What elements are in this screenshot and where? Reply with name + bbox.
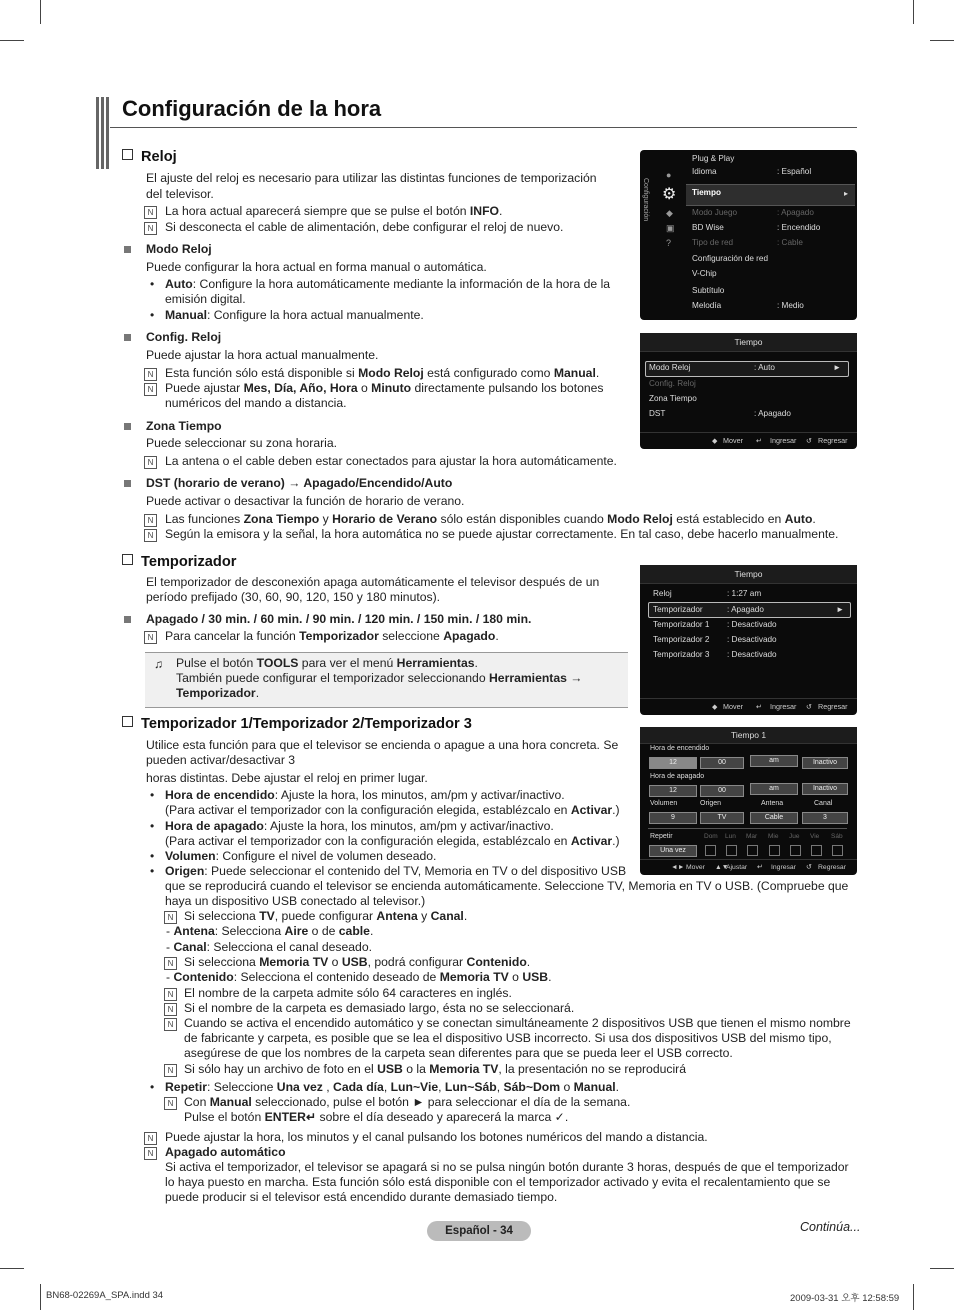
note-icon: N	[144, 368, 157, 381]
enter-icon: ↵	[756, 436, 763, 445]
tip-line-1: Pulse el botón TOOLS para ver el menú Herramientas.	[176, 656, 478, 670]
menu-item-temporizador[interactable]: Temporizador	[653, 605, 703, 614]
menu-item-dst[interactable]: DST	[649, 409, 666, 418]
melodia-value: : Medio	[777, 301, 804, 310]
enter-icon: ↵	[756, 702, 763, 711]
side-label: Configuración	[642, 178, 649, 222]
menu-item-v-chip[interactable]: V-Chip	[692, 269, 717, 278]
dst-desc: Puede activar o desactivar la función de horario de verano.	[146, 494, 465, 508]
return-icon: ↺	[806, 436, 813, 445]
config-note-2-cont: numéricos del mando a distancia.	[165, 396, 347, 410]
reloj-intro-1: El ajuste del reloj es necesario para utilizar las distintas funciones de temporización	[146, 171, 597, 185]
bullet-icon: •	[150, 788, 155, 802]
zona-note: La antena o el cable deben estar conectados para ajustar la hora automáticamente.	[165, 454, 617, 468]
move-icon: ◄►	[671, 864, 685, 871]
apagado-auto-heading: Apagado automático	[165, 1145, 286, 1159]
on-state-field[interactable]: Inactivo	[802, 757, 848, 769]
config-reloj-heading: Config. Reloj	[146, 330, 222, 344]
tv-screen-tiempo	[640, 333, 857, 449]
origen-label: Origen	[700, 800, 722, 807]
day-mie-label: Mie	[768, 833, 779, 840]
square-bullet-icon	[124, 616, 131, 623]
day-jue-label: Jue	[789, 833, 800, 840]
day-lun-checkbox[interactable]	[726, 845, 737, 856]
day-lun-label: Lun	[725, 833, 736, 840]
day-mie-checkbox[interactable]	[769, 845, 780, 856]
input-icon: ▣	[666, 223, 675, 233]
section-temporizador-heading: Temporizador	[122, 554, 236, 570]
square-bullet-icon	[124, 423, 131, 430]
return-icon: ↺	[806, 702, 813, 711]
temporizador-value: : Apagado	[727, 605, 764, 614]
antena-field[interactable]: Cable	[750, 812, 798, 824]
modo-reloj-heading: Modo Reloj	[146, 242, 212, 256]
square-bullet-icon	[124, 246, 131, 253]
note-icon: N	[144, 222, 157, 235]
section-reloj-heading: Reloj	[122, 149, 177, 165]
temp123-desc-2: pueden activar/desactivar 3	[146, 753, 296, 767]
antena-sub: - Antena: Selecciona Aire o de cable.	[166, 924, 374, 938]
adjust-icon: ▲▼	[715, 864, 729, 871]
hint-ajustar: Ajustar	[726, 864, 748, 871]
manual-note-1: Con Manual seleccionado, pulse el botón ► para seleccionar el día de la semana.	[184, 1095, 631, 1109]
menu-item-plug-play[interactable]: Plug & Play	[692, 154, 735, 163]
enter-icon: ↵	[305, 1110, 317, 1124]
page-title: Configuración de la hora	[122, 96, 382, 121]
tv-note: Si selecciona TV, puede configurar Antena y Canal.	[184, 909, 468, 923]
origen-field[interactable]: TV	[700, 812, 744, 824]
dst-heading: DST (horario de verano) → Apagado/Encendido/Auto	[146, 476, 453, 490]
origen-desc-3: haya un dispositivo USB conectado al televisor.)	[165, 894, 426, 908]
dst-note-2: Según la emisora y la señal, la hora automática no se puede ajustar correctamente. En tal caso, debe hacerlo manualmente.	[165, 527, 839, 541]
canal-sub: - Canal: Selecciona el canal deseado.	[166, 940, 372, 954]
zona-tiempo-desc: Puede seleccionar su zona horaria.	[146, 436, 338, 450]
config-note-1: Esta función sólo está disponible si Modo Reloj está configurado como Manual.	[165, 366, 600, 380]
temp123-desc-3: horas distintas. Debe ajustar el reloj en primer lugar.	[146, 771, 428, 785]
screen-footer	[640, 698, 857, 715]
apagado-auto-1: Si activa el temporizador, el televisor se apagará si no se pulsa ningún botón durante 3 horas, después de que el temporizador	[165, 1160, 849, 1174]
file-name: BN68-02269A_SPA.indd 34	[46, 1290, 164, 1301]
dst-value: : Apagado	[754, 409, 791, 418]
note-icon: N	[144, 456, 157, 469]
temporizador-desc-1: El temporizador de desconexión apaga automáticamente el televisor después de un	[146, 575, 600, 589]
temporizador-desc-2: período prefijado (30, 60, 90, 120, 150 y 180 minutos).	[146, 590, 441, 604]
bullet-icon: •	[150, 1080, 155, 1094]
check-icon: ✓	[554, 1110, 565, 1124]
hint-regresar: Regresar	[818, 436, 848, 445]
usb-note-1: Cuando se activa el encendido automático y se conectan simultáneamente 2 dispositivos USB que tienen el mismo nombre	[184, 1016, 851, 1030]
square-bullet-icon	[124, 480, 131, 487]
volumen-desc: Volumen: Configure el nivel de volumen deseado.	[165, 849, 437, 863]
canal-label: Canal	[814, 800, 833, 807]
on-ampm-field[interactable]: am	[750, 755, 798, 767]
continua-label: Continúa...	[800, 1220, 861, 1234]
antena-label: Antena	[761, 800, 784, 807]
enter-icon: ↵	[757, 864, 763, 871]
manual-desc: Manual: Configure la hora actual manualmente.	[165, 308, 424, 322]
hint-ingresar: Ingresar	[770, 702, 797, 711]
reloj-note-2: Si desconecta el cable de alimentación, debe configurar el reloj de nuevo.	[165, 220, 564, 234]
menu-item-temporizador-1[interactable]: Temporizador 1	[653, 620, 710, 629]
note-icon: N	[164, 988, 177, 1001]
note-icon: N	[164, 1018, 177, 1031]
arrow-right-icon: ►	[836, 605, 845, 614]
volumen-field[interactable]: 9	[649, 812, 697, 824]
arrow-right-icon: ▸	[844, 189, 849, 198]
bullet-icon: •	[150, 819, 155, 833]
bullet-icon: •	[150, 864, 155, 878]
note-icon: N	[144, 1132, 157, 1145]
day-sab-label: Sáb	[831, 833, 843, 840]
hint-ingresar: Ingresar	[771, 864, 796, 871]
off-hour-field[interactable]: 12	[649, 785, 697, 797]
day-dom-label: Dom	[704, 833, 718, 840]
note-icon: N	[164, 957, 177, 970]
temporizador-note: Para cancelar la función Temporizador seleccione Apagado.	[165, 629, 499, 643]
reloj-value: : 1:27 am	[727, 589, 762, 598]
menu-item-reloj[interactable]: Reloj	[653, 589, 672, 598]
screen-footer	[640, 432, 857, 449]
menu-item-subtitulo[interactable]: Subtítulo	[692, 286, 725, 295]
screen-title: Tiempo	[640, 565, 857, 584]
note-icon: N	[144, 529, 157, 542]
config-note-2: Puede ajustar Mes, Día, Año, Hora o Minuto directamente pulsando los botones	[165, 381, 604, 395]
move-icon: ◆	[712, 702, 718, 711]
picture-icon: ●	[666, 170, 672, 180]
config-reloj-desc: Puede ajustar la hora actual manualmente.	[146, 348, 379, 362]
memoria-note: Si selecciona Memoria TV o USB, podrá configurar Contenido.	[184, 955, 531, 969]
modo-juego-value: : Apagado	[777, 208, 814, 217]
note-icon: N	[144, 631, 157, 644]
day-dom-checkbox[interactable]	[705, 845, 716, 856]
day-sab-checkbox[interactable]	[832, 845, 843, 856]
menu-item-tiempo[interactable]: Tiempo	[692, 188, 721, 197]
reloj-intro-2: del televisor.	[146, 187, 214, 201]
off-state-field[interactable]: Inactivo	[802, 783, 848, 795]
tip-line-2: También puede configurar el temporizador seleccionando Herramientas →	[176, 671, 583, 685]
note-icon: N	[144, 383, 157, 396]
help-icon: ?	[666, 238, 672, 248]
hint-ingresar: Ingresar	[770, 436, 797, 445]
temporizador-1-value: : Desactivado	[727, 620, 777, 629]
sound-icon: ◆	[666, 208, 673, 218]
repetir-field[interactable]: Una vez	[649, 845, 697, 857]
idioma-value: : Español	[777, 167, 812, 176]
bullet-icon: •	[150, 277, 155, 291]
repetir-desc: Repetir: Seleccione Una vez , Cada día, Lun~Vie, Lun~Sáb, Sáb~Dom o Manual.	[165, 1080, 620, 1094]
temporizador-3-value: : Desactivado	[727, 650, 777, 659]
bullet-icon: •	[150, 849, 155, 863]
page-number-badge: Español - 34	[427, 1221, 531, 1241]
day-vie-label: Vie	[810, 833, 820, 840]
menu-item-config-red[interactable]: Configuración de red	[692, 254, 769, 263]
menu-item-melodia[interactable]: Melodía	[692, 301, 722, 310]
dst-note-1: Las funciones Zona Tiempo y Horario de Verano sólo están disponibles cuando Modo Reloj está establecido en Auto.	[165, 512, 816, 526]
day-jue-checkbox[interactable]	[790, 845, 801, 856]
tv-screen-tiempo-1	[640, 727, 857, 875]
note-icon: N	[164, 1064, 177, 1077]
menu-item-temporizador-3[interactable]: Temporizador 3	[653, 650, 710, 659]
apagado-auto-3: puede producir si el televisor está encendido durante demasiado tiempo.	[165, 1190, 558, 1204]
menu-item-bd-wise[interactable]: BD Wise	[692, 223, 724, 232]
note-icon: N	[144, 206, 157, 219]
section-temp123-heading: Temporizador 1/Temporizador 2/Temporizador 3	[122, 716, 472, 732]
menu-item-tipo-red[interactable]: Tipo de red	[692, 238, 734, 247]
screen-title: Tiempo 1	[640, 727, 857, 744]
origen-desc-2: que se reproducirá cuando el televisor se encienda automáticamente. Seleccione TV, Memoria en TV o USB. (Compruebe que	[165, 879, 849, 893]
hint-mover: Mover	[723, 436, 743, 445]
hora-apagado-sub: (Para activar el temporizador con la configuración elegida, establézcalo en Activar.)	[165, 834, 620, 848]
numeric-note: Puede ajustar la hora, los minutos y el canal pulsando los botones numéricos del mando a distancia.	[165, 1130, 708, 1144]
apagado-auto-2: lo haya puesto en marcha. Esta función sólo está disponible con el temporizador activado y evita el recalentamiento que se	[165, 1175, 831, 1189]
hint-mover: Mover	[686, 864, 705, 871]
tools-icon: ♫	[154, 657, 163, 671]
hint-regresar: Regresar	[818, 702, 848, 711]
on-minute-field[interactable]: 00	[700, 757, 744, 769]
tv-screen-tiempo-temporizador	[640, 565, 857, 715]
foto-note: Si sólo hay un archivo de foto en el USB o la Memoria TV, la presentación no se reproducirá	[184, 1062, 687, 1076]
auto-desc-2: emisión digital.	[165, 292, 246, 306]
divider	[648, 828, 847, 829]
auto-desc-1: Auto: Configure la hora automáticamente mediante la información de la hora de la	[165, 277, 611, 291]
title-rule	[110, 127, 857, 128]
temp123-desc-1: Utilice esta función para que el televisor se encienda o apague a una hora concreta. Se	[146, 738, 619, 752]
menu-item-config-reloj[interactable]: Config. Reloj	[649, 379, 696, 388]
temporizador-options: Apagado / 30 min. / 60 min. / 90 min. / 120 min. / 150 min. / 180 min.	[146, 612, 532, 626]
modo-reloj-desc: Puede configurar la hora actual en forma manual o automática.	[146, 260, 487, 274]
folder-note-2: Si el nombre de la carpeta es demasiado largo, ésta no se seleccionará.	[184, 1001, 575, 1015]
tip-line-3: Temporizador.	[176, 686, 260, 700]
usb-note-2: de fabricante y carpeta, es posible que se lea el dispositivo USB incorrecto. Si usa dos dispositivos USB del mismo tipo,	[184, 1031, 832, 1045]
hora-encendido-sub: (Para activar el temporizador con la configuración elegida, establézcalo en Activar.)	[165, 803, 620, 817]
on-hour-field[interactable]: 12	[649, 757, 697, 769]
square-bullet-icon	[124, 334, 131, 341]
note-icon: N	[144, 1147, 157, 1160]
bd-wise-value: : Encendido	[777, 223, 821, 232]
off-ampm-field[interactable]: am	[750, 783, 798, 795]
folder-note-1: El nombre de la carpeta admite sólo 64 caracteres en inglés.	[184, 986, 512, 1000]
reloj-note-1: La hora actual aparecerá siempre que se pulse el botón INFO.	[165, 204, 503, 218]
manual-note-2: Pulse el botón ENTER↵ sobre el día deseado y aparecerá la marca ✓.	[184, 1110, 569, 1124]
hint-mover: Mover	[723, 702, 743, 711]
bullet-icon: •	[150, 308, 155, 322]
print-date: 2009-03-31 오후 12:58:59	[790, 1293, 900, 1304]
hora-encendido-desc: Hora de encendido: Ajuste la hora, los minutos, am/pm y activar/inactivo.	[165, 788, 565, 802]
hora-apagado-label: Hora de apagado	[650, 773, 705, 780]
menu-item-modo-juego[interactable]: Modo Juego	[692, 208, 738, 217]
hora-encendido-label: Hora de encendido	[650, 745, 710, 752]
origen-desc-1: Origen: Puede seleccionar el contenido del TV, Memoria en TV o del dispositivo USB	[165, 864, 627, 878]
modo-reloj-value: : Auto	[754, 363, 775, 372]
canal-field[interactable]: 3	[802, 812, 848, 824]
arrow-right-icon: ►	[833, 363, 842, 372]
day-mar-label: Mar	[746, 833, 758, 840]
volumen-label: Volumen	[650, 800, 678, 807]
menu-item-zona-tiempo[interactable]: Zona Tiempo	[649, 394, 697, 403]
note-icon: N	[144, 514, 157, 527]
menu-item-modo-reloj[interactable]: Modo Reloj	[649, 363, 691, 372]
menu-item-idioma[interactable]: Idioma	[692, 167, 717, 176]
repetir-label: Repetir	[650, 833, 673, 840]
menu-item-temporizador-2[interactable]: Temporizador 2	[653, 635, 710, 644]
note-icon: N	[164, 1003, 177, 1016]
tipo-red-value: : Cable	[777, 238, 803, 247]
tv-screen-configuracion	[640, 150, 857, 320]
hint-regresar: Regresar	[818, 864, 846, 871]
zona-tiempo-heading: Zona Tiempo	[146, 419, 222, 433]
day-mar-checkbox[interactable]	[747, 845, 758, 856]
screen-footer	[640, 859, 857, 875]
note-icon: N	[164, 911, 177, 924]
return-icon: ↺	[806, 864, 812, 871]
contenido-sub: - Contenido: Selecciona el contenido deseado de Memoria TV o USB.	[166, 970, 552, 984]
screen-title: Tiempo	[640, 333, 857, 352]
gear-icon: ⚙	[662, 186, 677, 203]
move-icon: ◆	[712, 436, 718, 445]
usb-note-3: asegúrese de que los nombres de la carpeta sean diferentes para que se pueda leer el USB correcto.	[184, 1046, 733, 1060]
day-vie-checkbox[interactable]	[811, 845, 822, 856]
note-icon: N	[164, 1097, 177, 1110]
hora-apagado-desc: Hora de apagado: Ajuste la hora, los minutos, am/pm y activar/inactivo.	[165, 819, 554, 833]
temporizador-2-value: : Desactivado	[727, 635, 777, 644]
off-minute-field[interactable]: 00	[700, 785, 744, 797]
